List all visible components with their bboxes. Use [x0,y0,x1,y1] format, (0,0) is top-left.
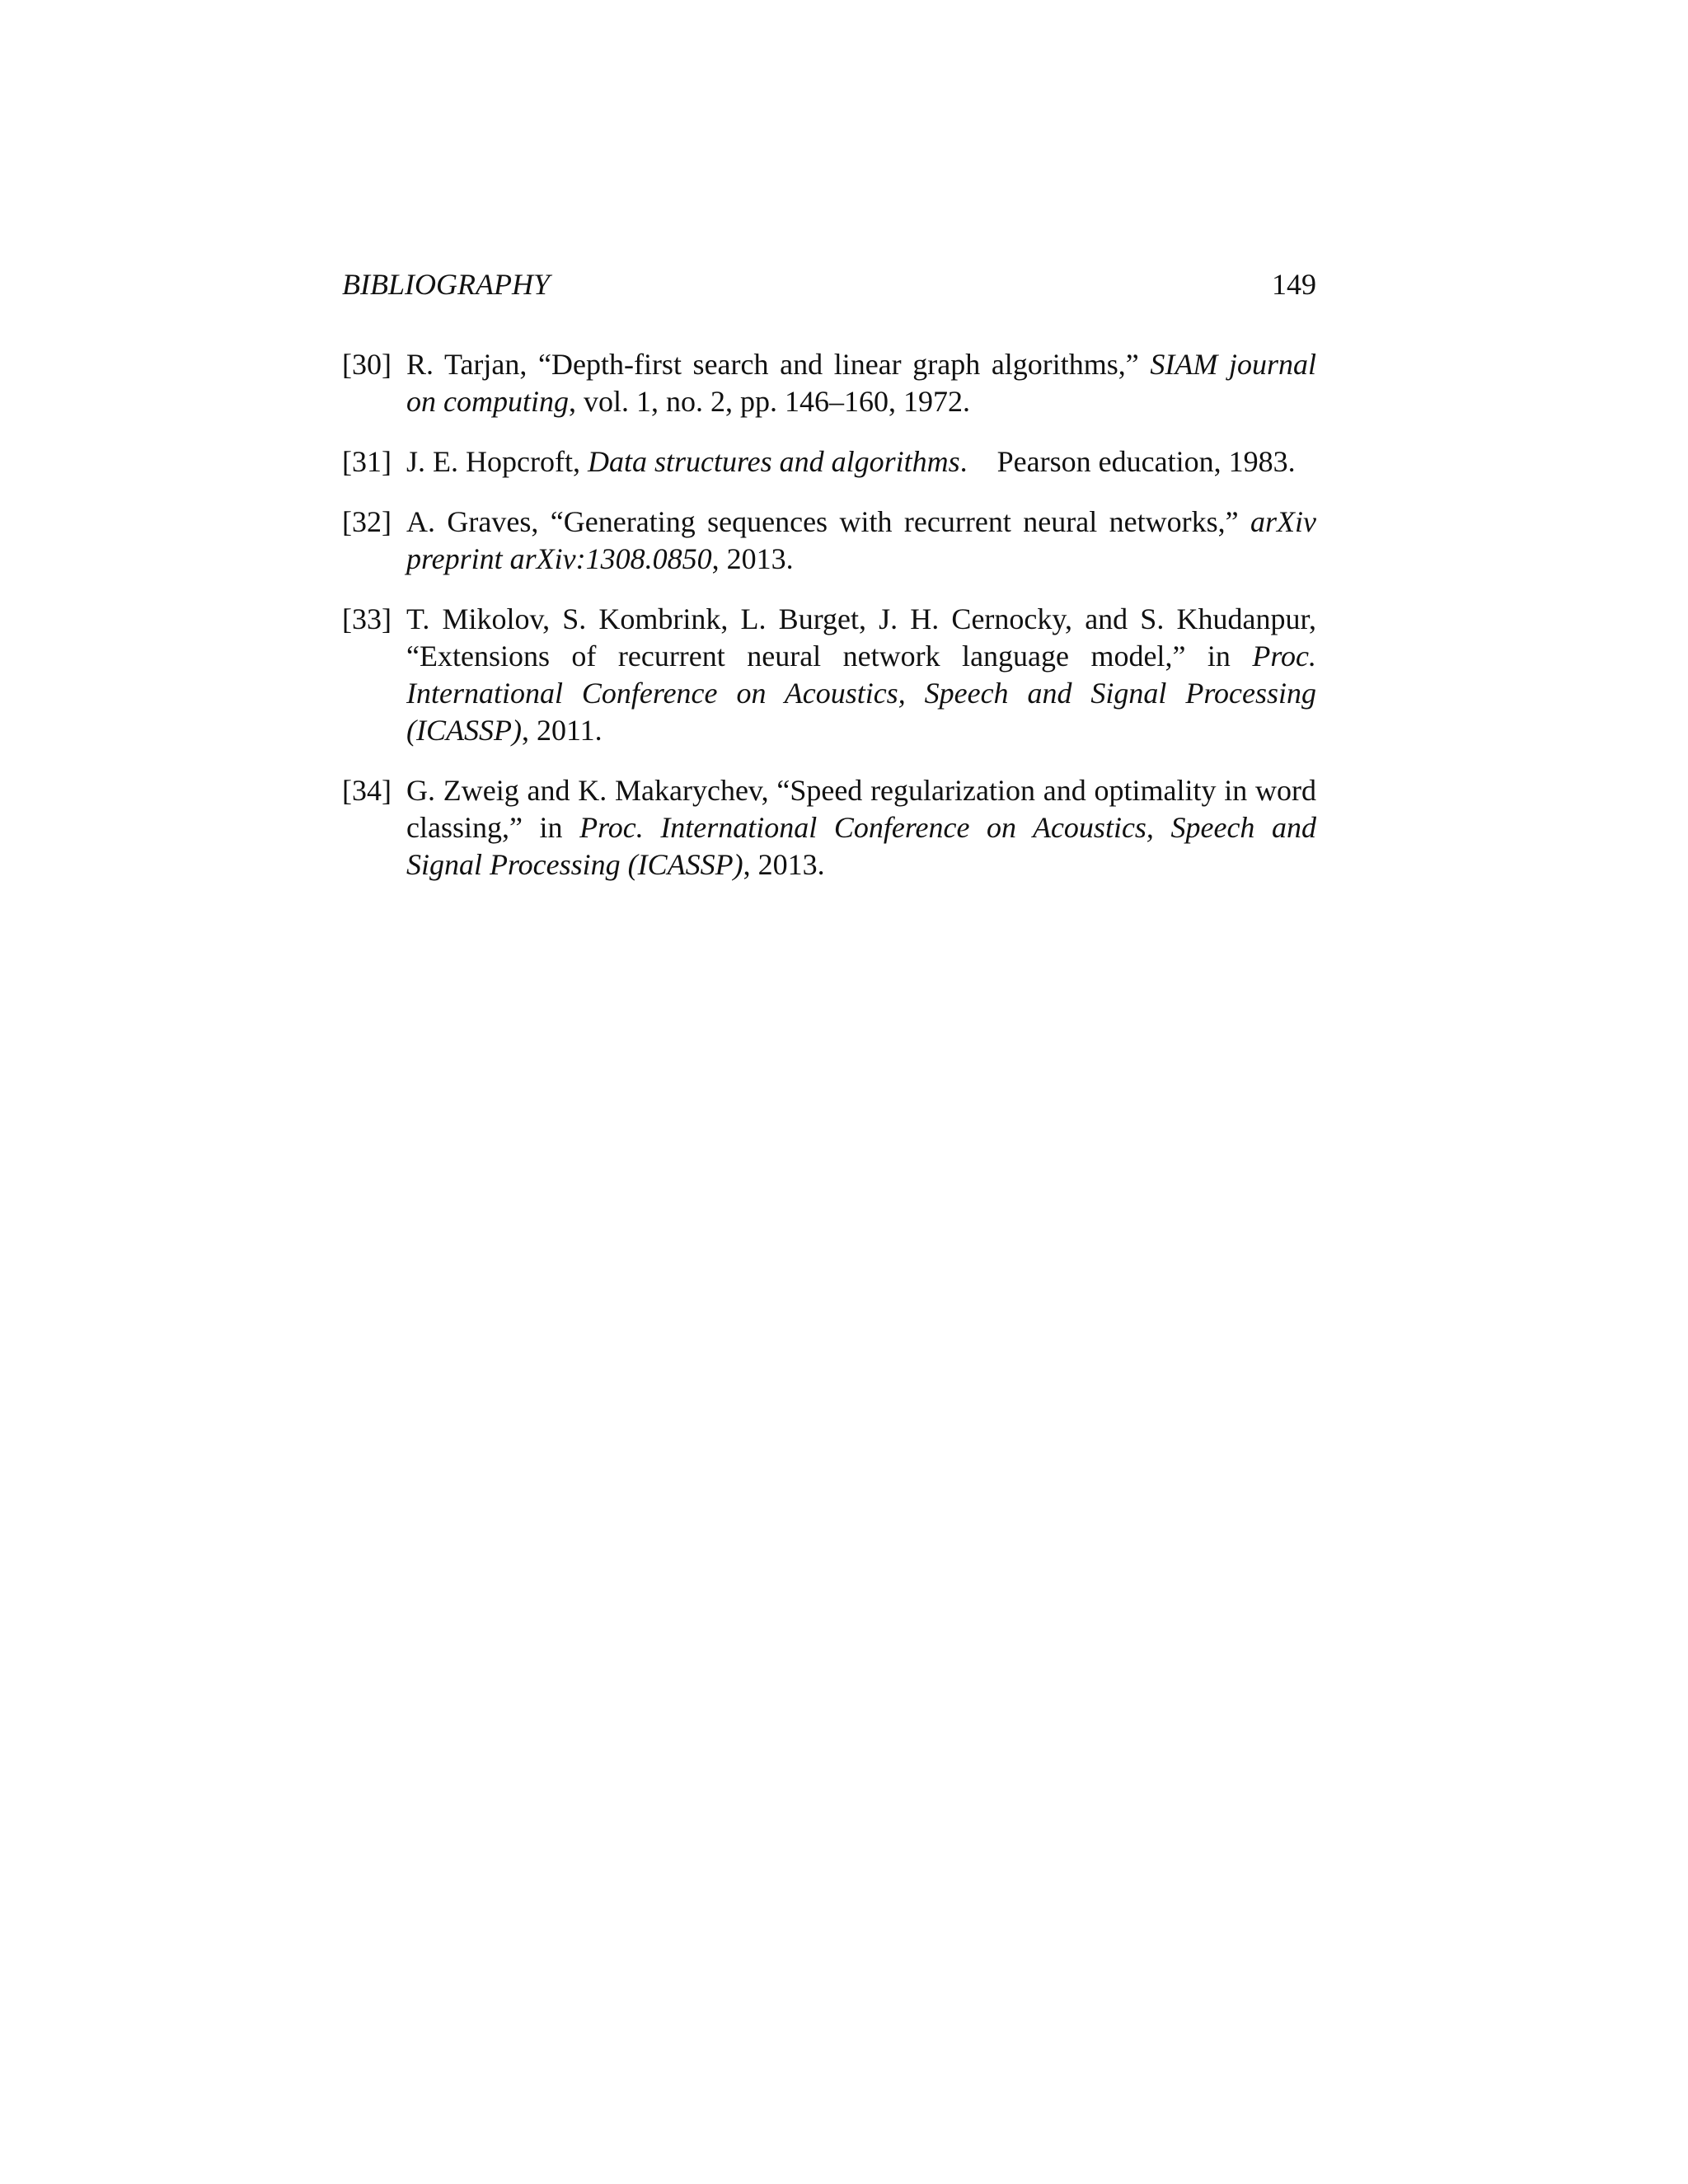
running-header [342,264,1316,305]
reference-text-part: , 2011. [521,714,603,747]
reference-number: [30] [342,348,392,381]
reference-text-part: , 2013. [711,542,794,575]
reference-text [406,348,1316,418]
reference-text-part: , 2013. [743,848,825,881]
reference-text [406,602,1316,747]
reference-text [406,445,1296,478]
reference-number: [34] [342,774,392,807]
bibliography-entry [342,601,1316,749]
reference-text-part: T. Mikolov, S. Kombrink, L. Burget, J. H. Cernocky, and S. Khudanpur, “Extensions of recurrent neural network language model,” in [406,602,1316,673]
running-title: BIBLIOGRAPHY [342,268,550,301]
bibliography-entry [342,346,1316,420]
bibliography-entry [342,504,1316,578]
page-number: 149 [1272,268,1316,301]
reference-text [406,774,1316,881]
bibliography-entry [342,443,1316,480]
reference-venue: Proc. International Conference on Acoustics, Speech and Signal Processing (ICASSP) [406,811,1317,881]
reference-title: Data structures and algorithms [587,445,960,478]
reference-text-part: G. Zweig and K. Makarychev, “Speed regularization and optimality in word classing,” in [406,774,1316,844]
reference-number: [32] [342,505,392,538]
bibliography-entry [342,772,1316,883]
reference-text [406,505,1316,575]
bibliography-list [342,346,1316,907]
reference-text-part: , vol. 1, no. 2, pp. 146–160, 1972. [568,385,970,418]
reference-venue: SIAM journal on computing [406,348,1316,418]
reference-venue: arXiv preprint arXiv:1308.0850 [406,505,1316,575]
reference-text-part: A. Graves, “Generating sequences with recurrent neural networks,” [406,505,1251,538]
reference-text-part: . Pearson education, 1983. [959,445,1296,478]
reference-number: [31] [342,445,392,478]
reference-venue: Proc. International Conference on Acoustics, Speech and Signal Processing (ICASSP) [406,640,1316,747]
reference-text-part: R. Tarjan, “Depth-first search and linear graph algorithms,” [406,348,1151,381]
reference-text-part: J. E. Hopcroft, [406,445,588,478]
reference-number: [33] [342,602,392,635]
